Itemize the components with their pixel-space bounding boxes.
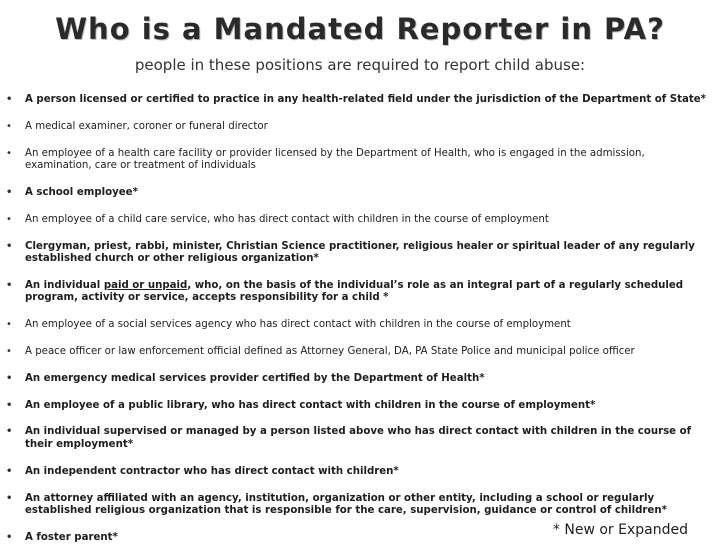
list-item-supervised-individual (6, 426, 714, 451)
list-item-text: A peace officer or law enforcement official defined as Attorney General, DA, PA State Police and municipal police officer (25, 346, 635, 358)
list-item-health-professional (6, 94, 714, 107)
bullet-icon: • (6, 346, 12, 358)
list-item-text: An emergency medical services provider certified by the Department of Health* (25, 372, 485, 384)
list-item-text: An individual supervised or managed by a person listed above who has direct contact with children in the course of their employment* (25, 426, 692, 450)
list-item-text: An employee of a child care service, who has direct contact with children in the course of employment (25, 213, 549, 225)
bullet-icon: • (6, 213, 12, 225)
list-item-text: A person licensed or certified to practice in any health-related field under the jurisdiction of the Department of State* (25, 94, 706, 105)
list-item-text: An employee of a social services agency who has direct contact with children in the course of employment (25, 319, 571, 331)
bullet-icon: • (6, 94, 13, 105)
bullet-icon: • (6, 279, 13, 291)
list-item-text: A foster parent* (25, 531, 118, 543)
bullet-icon: • (6, 492, 13, 504)
list-item-public-library-employee (6, 400, 714, 413)
list-item-text-pre: An individual (25, 279, 104, 291)
bullet-icon: • (6, 426, 13, 438)
page-subtitle: people in these positions are required to report child abuse: (134, 56, 586, 74)
list-item-text-post: , who, on the basis of the individual’s role as an integral part of a regularly scheduled program, activity or service, accepts responsibility for a child * (25, 279, 684, 304)
bullet-icon: • (6, 319, 12, 331)
list-item-text (25, 280, 683, 304)
bullet-icon: • (6, 240, 13, 252)
list-item-independent-contractor (6, 466, 714, 479)
list-item-attorney (6, 493, 714, 518)
list-item-clergy (6, 241, 714, 266)
list-item-health-care-employee (6, 148, 714, 173)
list-item-text: An independent contractor who has direct contact with children* (25, 465, 399, 477)
list-item-text: Clergyman, priest, rabbi, minister, Christian Science practitioner, religious healer or spiritual leader of any regularly established church or other religious organization* (25, 240, 695, 265)
list-item-social-services-employee (6, 319, 714, 332)
list-item-ems-provider (6, 373, 714, 386)
underlined-phrase: paid or unpaid (103, 279, 188, 291)
list-item-school-employee (6, 187, 714, 200)
page-title: Who is a Mandated Reporter in PA? (55, 12, 665, 46)
bullet-icon: • (6, 186, 13, 198)
list-item-text: A medical examiner, coroner or funeral director (25, 120, 268, 132)
bullet-icon: • (6, 531, 13, 543)
bullet-icon: • (6, 399, 13, 411)
bullet-icon: • (6, 120, 12, 132)
list-item-paid-or-unpaid-individual (6, 280, 714, 305)
list-item-medical-examiner (6, 121, 714, 134)
list-item-text: An employee of a health care facility or provider licensed by the Department of Health, who is engaged in the admission, examination, care or treatment of individuals (25, 147, 645, 172)
bullet-icon: • (6, 465, 13, 477)
list-item-text: An attorney affiliated with an agency, institution, organization or other entity, including a school or regularly established religious organization that is responsible for the care, supervision, guidance or control of children* (25, 492, 667, 517)
list-item-text: An employee of a public library, who has direct contact with children in the course of employment* (25, 399, 596, 411)
bullet-icon: • (6, 147, 12, 159)
list-item-child-care-employee (6, 214, 714, 227)
new-or-expanded-note: * New or Expanded (552, 522, 688, 538)
mandated-reporter-list (6, 94, 714, 559)
list-item-text: A school employee* (25, 186, 138, 198)
bullet-icon: • (6, 372, 13, 384)
list-item-peace-officer (6, 346, 714, 359)
